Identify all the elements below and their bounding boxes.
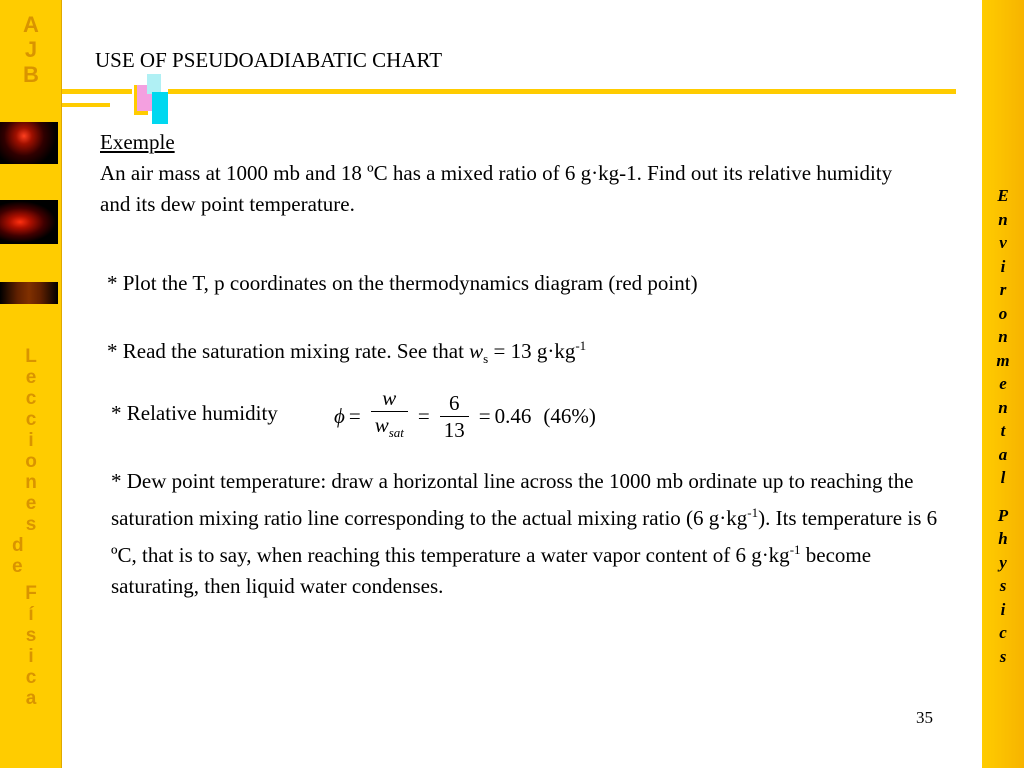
letter: a xyxy=(998,444,1008,464)
title-underline-long xyxy=(168,89,956,94)
denominator: 13 xyxy=(440,416,469,443)
letter: e xyxy=(25,493,37,514)
letter: J xyxy=(24,37,38,62)
letter: s xyxy=(999,576,1007,595)
slide-title: USE OF PSEUDOADIABATIC CHART xyxy=(95,48,443,72)
letter: v xyxy=(999,233,1007,252)
letter: c xyxy=(999,623,1007,642)
environmental-physics-text xyxy=(982,184,1024,668)
equals-sign: = xyxy=(478,403,491,428)
fraction-w-over-wsat xyxy=(371,385,408,446)
letter: n xyxy=(998,327,1008,346)
step-text: * Read the saturation mixing rate. See that xyxy=(107,339,470,363)
denominator xyxy=(371,411,408,446)
variable-w: w xyxy=(469,339,484,363)
step-plot-coordinates: * Plot the T, p coordinates on the thermodynamics diagram (red point) xyxy=(107,271,698,295)
letter: c xyxy=(25,388,37,409)
numerator: w xyxy=(382,386,397,411)
letter: r xyxy=(999,280,1007,299)
letter: l xyxy=(1000,468,1006,487)
problem-statement: An air mass at 1000 mb and 18 ºC has a mixed ratio of 6 g·kg-1. Find out its relative humidity and its dew point temperature. xyxy=(100,161,893,216)
step-dew-point xyxy=(111,466,941,602)
letter: e xyxy=(12,556,23,577)
letter: í xyxy=(28,604,34,625)
letter: B xyxy=(23,62,39,87)
superscript: -1 xyxy=(575,338,587,353)
page-number: 35 xyxy=(916,708,933,727)
step-text: ). Its temperature is 6 ºC, that is to say, when reaching this temperature a water vapor content of 6 g·kg xyxy=(111,506,938,567)
letter: i xyxy=(1000,599,1006,619)
lecciones-de-fisica-text xyxy=(0,346,62,709)
letter: E xyxy=(997,186,1009,205)
thumbnail-image-3 xyxy=(0,282,58,304)
letter: e xyxy=(999,374,1007,393)
letter: i xyxy=(1000,256,1006,276)
subscript: s xyxy=(483,351,489,367)
result-percent: (46%) xyxy=(543,403,596,428)
equals-sign: = xyxy=(417,403,430,428)
letter: t xyxy=(1000,421,1006,440)
letter: n xyxy=(998,397,1008,417)
letter: s xyxy=(25,625,37,646)
letter: i xyxy=(28,646,34,667)
letter: n xyxy=(998,209,1008,229)
step-text: become saturating, then liquid water condenses. xyxy=(111,543,872,598)
letter: e xyxy=(25,367,37,388)
phi-symbol: ϕ xyxy=(334,403,345,428)
ajb-logo-text xyxy=(0,12,62,87)
letter: a xyxy=(25,688,37,709)
subscript: sat xyxy=(388,425,404,441)
letter: A xyxy=(23,12,39,37)
fraction-6-over-13 xyxy=(440,390,469,443)
letter: c xyxy=(25,667,37,688)
letter: L xyxy=(25,346,37,367)
numerator: 6 xyxy=(449,390,460,415)
letter: y xyxy=(999,552,1007,572)
letter: c xyxy=(25,409,37,430)
letter: o xyxy=(25,451,37,472)
title-underline xyxy=(62,89,132,94)
example-heading: Exemple xyxy=(100,130,175,154)
letter: s xyxy=(25,514,37,535)
variable-w: w xyxy=(374,413,389,438)
thumbnail-image-2 xyxy=(0,200,58,244)
letter: d xyxy=(12,535,24,556)
letter: h xyxy=(998,529,1008,548)
equals-sign: = xyxy=(348,403,361,428)
letter: P xyxy=(997,505,1009,525)
relative-humidity-formula xyxy=(334,384,596,448)
letter: n xyxy=(25,472,37,493)
result-value: 0.46 xyxy=(494,403,532,428)
decorative-block xyxy=(147,74,161,94)
letter: o xyxy=(998,303,1008,323)
decorative-block xyxy=(152,92,168,124)
step-saturation-mixing-ratio xyxy=(107,330,586,374)
letter: m xyxy=(996,350,1010,370)
letter: i xyxy=(28,430,34,451)
superscript: -1 xyxy=(747,505,759,520)
letter: F xyxy=(25,583,37,604)
step-relative-humidity-label: * Relative humidity xyxy=(111,401,278,425)
superscript: -1 xyxy=(789,542,801,557)
title-underline-short xyxy=(62,103,110,107)
step-text: * Dew point temperature: draw a horizontal line across the 1000 mb ordinate up to reaching the saturation mixing ratio line corresponding to the actual mixing ratio (6 g·kg xyxy=(111,469,914,530)
letter: s xyxy=(999,646,1007,666)
thumbnail-image-1 xyxy=(0,122,58,164)
step-text: = 13 g·kg xyxy=(488,339,576,363)
